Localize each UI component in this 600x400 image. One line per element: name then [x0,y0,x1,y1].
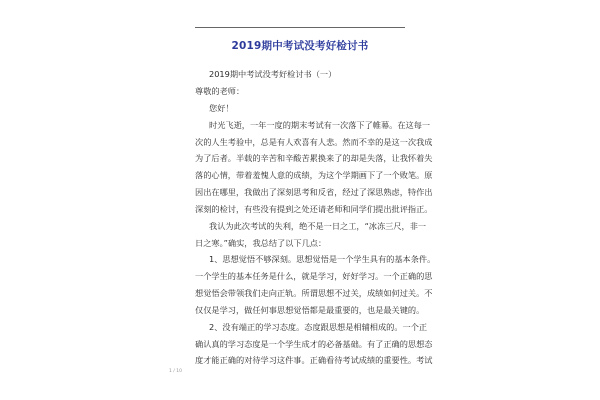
salutation: 尊敬的老师： [195,86,245,96]
paragraph-line: 时光飞逝，一年一度的期末考试有一次落下了帷幕。在这每一 [209,120,431,130]
greeting: 您好！ [209,103,234,113]
paragraph-line: 一个学生的基本任务是什么，就是学习，好好学习。一个正确的思 [195,271,433,281]
paragraph-line: 我认为此次考试的失利，绝不是一日之工，“冰冻三尺，非一 [209,221,427,231]
paragraph-line: 深刻的检讨，有些没有提到之处还请老师和同学们提出批评指正。 [195,204,433,214]
paragraph-line: 日之寒。”确实，我总结了以下几点： [195,238,327,248]
page-number: 1 / 10 [169,369,182,374]
paragraph-line: 确认真的学习态度是一个学生成才的必备基础。有了正确的思想态 [195,339,433,349]
paragraph-line: 落的心情，带着羞愧人意的成绩，为这个学期画下了一个败笔。原 [195,170,433,180]
paragraph-line: 因出在哪里，我做出了深刻思考和反省，经过了深思熟虑，特作出 [195,187,433,197]
paragraph-line: 想觉悟会带领我们走向正轨。所谓思想不过关，成绩如何过关。不 [195,288,433,298]
document-title: 2019期中考试没考好检讨书 [231,40,369,52]
header-rule [195,27,405,28]
paragraph-line: 1、思想觉悟不够深刻。思想觉悟是一个学生具有的基本条件。 [209,254,436,264]
subtitle: 2019期中考试没考好检讨书（一） [209,69,337,79]
paragraph-line: 度才能正确的对待学习这件事。正确看待考试成绩的重要性。考试 [195,355,433,365]
paragraph-line: 2、没有端正的学习态度。态度跟思想是相辅相成的。一个正 [209,322,428,332]
paragraph-line: 为了后者。半载的辛苦和辛酸苦累换来了的却是失落，让我怀着失 [195,153,433,163]
paragraph-line: 次的人生考验中，总是有人欢喜有人悲。然而不幸的是这一次我成 [195,137,433,147]
paragraph-line: 仅仅是学习，做任何事思想觉悟都是最重要的，也是最关键的。 [195,305,425,315]
